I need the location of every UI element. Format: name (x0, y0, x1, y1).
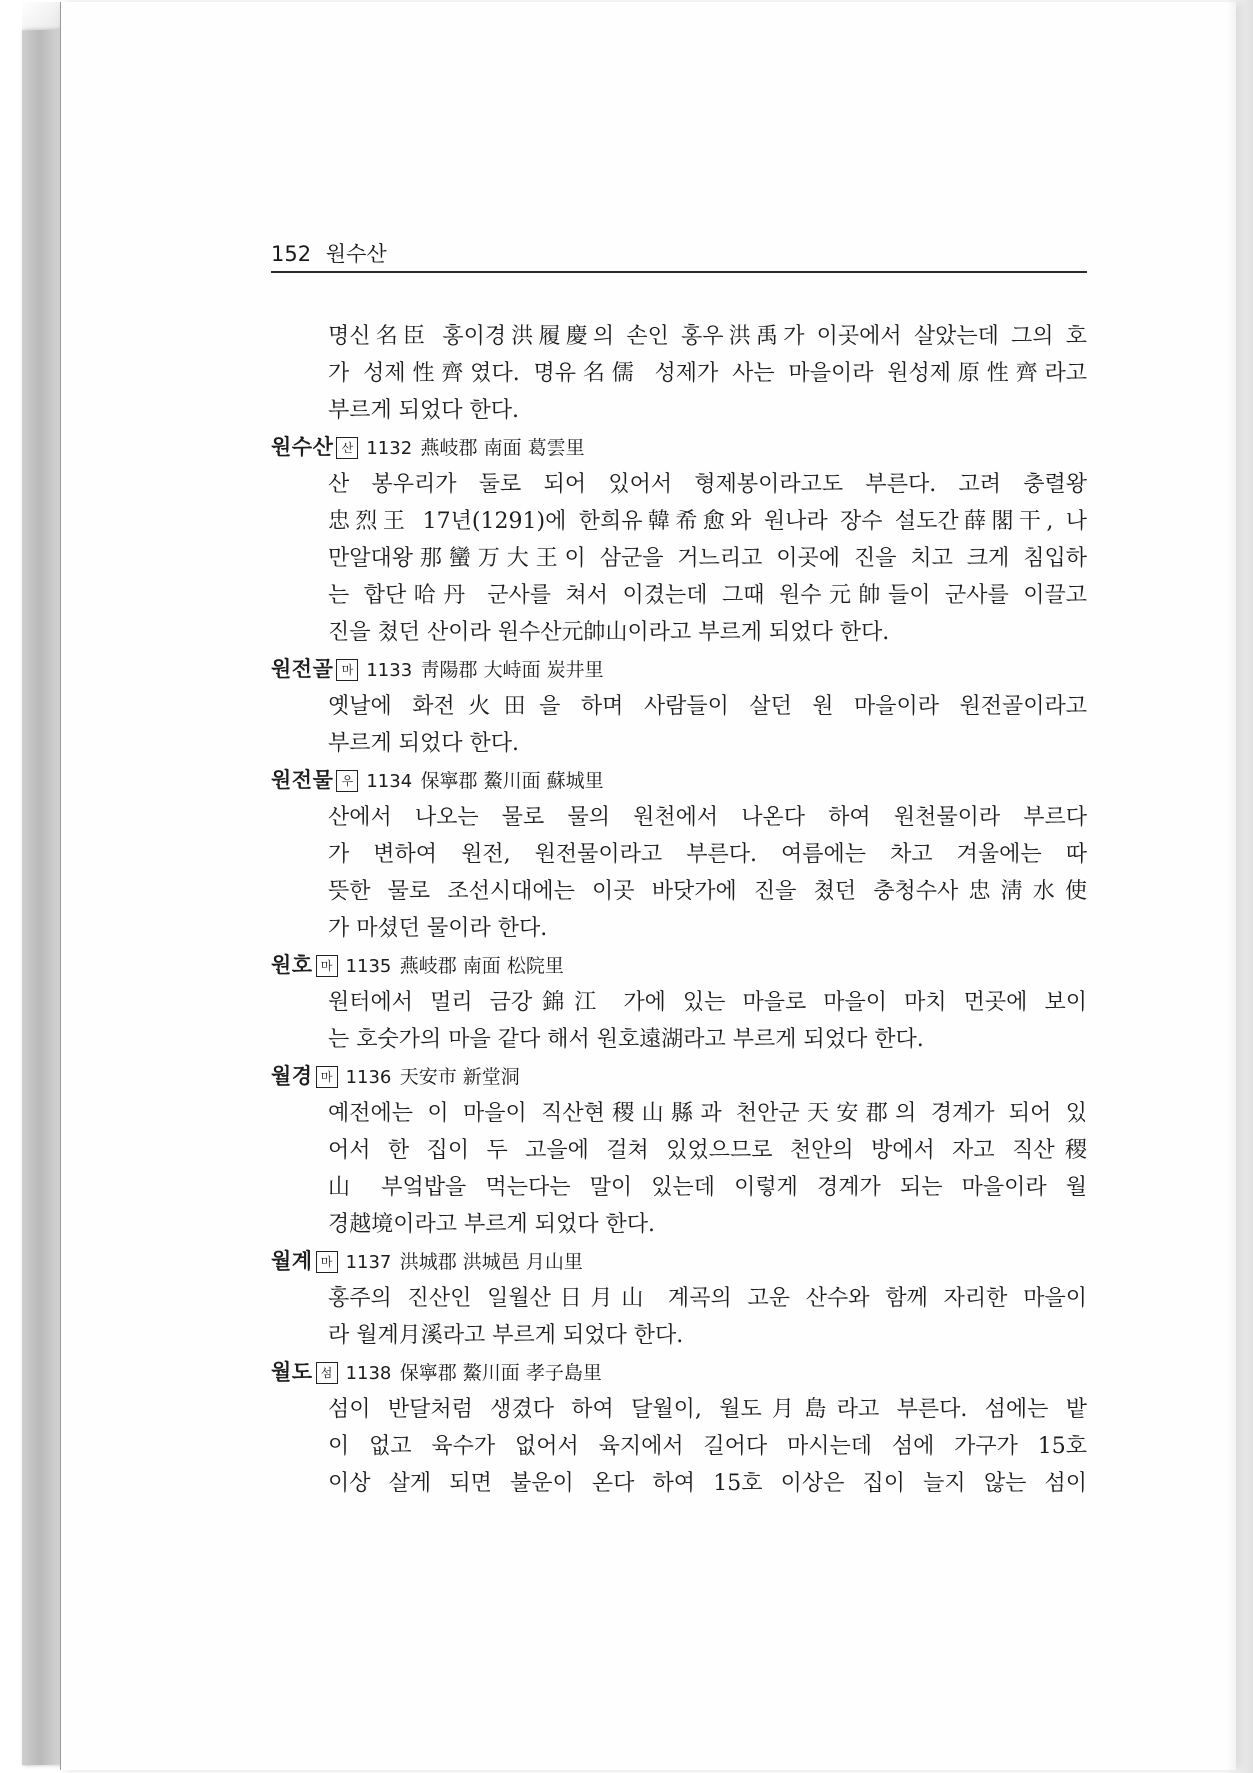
entry-address: 燕岐郡 南面 葛雲里 (420, 437, 585, 459)
category-badge: 마 (316, 1066, 338, 1088)
entry-address: 洪城郡 洪城邑 月山里 (399, 1251, 583, 1273)
book-edge (22, 30, 62, 1765)
entry-address: 保寧郡 鰲川面 孝子島里 (399, 1362, 602, 1384)
entry-text-line: 어서 한 집이 두 고을에 걸쳐 있었으므로 천안의 방에서 자고 직산稷 (328, 1138, 1087, 1163)
entry-text-line: 는 호숫가의 마을 같다 해서 원호遠湖라고 부르게 되었다 한다. (328, 1027, 924, 1052)
header-rule (271, 271, 1087, 273)
entry-text-line: 뜻한 물로 조선시대에는 이곳 바닷가에 진을 쳤던 충청수사忠淸水使 (328, 879, 1087, 904)
entry-text-line: 섬이 반달처럼 생겼다 하여 달월이, 월도月島라고 부른다. 섬에는 밭 (328, 1397, 1087, 1422)
entry-text-line: 가 마셨던 물이라 한다. (328, 916, 548, 941)
category-badge: 마 (336, 659, 358, 681)
entry-term: 원호 (271, 953, 313, 977)
page-body (271, 318, 1087, 1502)
entry-term: 월도 (271, 1360, 313, 1384)
entry-code: 1132 (366, 438, 413, 459)
page-shadow (1227, 0, 1253, 1773)
entry-address: 天安市 新堂洞 (399, 1066, 520, 1088)
entry-text-line: 부르게 되었다 한다. (328, 731, 519, 756)
entry-text-line: 이 없고 육수가 없어서 육지에서 길어다 마시는데 섬에 가구가 15호 (328, 1434, 1087, 1459)
entry-term: 원수산 (271, 435, 334, 459)
intro-line: 가 성제性齊였다. 명유名儒 성제가 사는 마을이라 원성제原性齊라고 (328, 361, 1087, 386)
entry-code: 1135 (345, 956, 392, 977)
entry-text-line: 이상 살게 되면 불운이 온다 하여 15호 이상은 집이 늘지 않는 섬이 (328, 1471, 1087, 1496)
entry-address: 燕岐郡 南面 松院里 (399, 955, 564, 977)
entry-heading (271, 762, 1087, 799)
entry-code: 1136 (345, 1067, 392, 1088)
entry-text-line: 옛날에 화전火田을 하며 사람들이 살던 원 마을이라 원전골이라고 (328, 694, 1087, 719)
entry-term: 월경 (271, 1064, 313, 1088)
entry-text-line: 만알대왕那蠻万大王이 삼군을 거느리고 이곳에 진을 치고 크게 침입하 (328, 546, 1087, 571)
entry-text-line: 山 부엌밥을 먹는다는 말이 있는데 이렇게 경계가 되는 마을이라 월 (328, 1175, 1087, 1200)
category-badge: 마 (316, 1251, 338, 1273)
entry-text-line: 홍주의 진산인 일월산日月山 계곡의 고운 산수와 함께 자리한 마을이 (328, 1286, 1087, 1311)
entry-heading (271, 651, 1087, 688)
running-head (271, 238, 387, 268)
entry-text-line: 산에서 나오는 물로 물의 원천에서 나온다 하여 원천물이라 부르다 (328, 805, 1087, 830)
page-number: 152 (271, 242, 312, 266)
entry-heading (271, 1354, 1087, 1391)
intro-line: 명신名臣 홍이경洪履慶의 손인 홍우洪禹가 이곳에서 살았는데 그의 호 (328, 324, 1087, 349)
entry-text-line: 경越境이라고 부르게 되었다 한다. (328, 1212, 655, 1237)
entry-text-line: 원터에서 멀리 금강錦江 가에 있는 마을로 마을이 마치 먼곳에 보이 (328, 990, 1087, 1015)
entry-address: 靑陽郡 大峙面 炭井里 (420, 659, 604, 681)
entry-code: 1137 (345, 1252, 392, 1273)
entry-term: 원전골 (271, 657, 334, 681)
running-head-title: 원수산 (325, 242, 387, 266)
entry-text-line: 가 변하여 원전, 원전물이라고 부른다. 여름에는 차고 겨울에는 따 (328, 842, 1087, 867)
entry-heading (271, 947, 1087, 984)
entry-text-line: 예전에는 이 마을이 직산현稷山縣과 천안군天安郡의 경계가 되어 있 (328, 1101, 1087, 1126)
entry-heading (271, 429, 1087, 466)
entry-heading (271, 1243, 1087, 1280)
entry-term: 원전물 (271, 768, 334, 792)
category-badge: 마 (316, 955, 338, 977)
category-badge: 산 (336, 437, 358, 459)
entry-text-line: 라 월계月溪라고 부르게 되었다 한다. (328, 1323, 684, 1348)
entry-heading (271, 1058, 1087, 1095)
entry-term: 월계 (271, 1249, 313, 1273)
entry-text-line: 忠烈王 17년(1291)에 한희유韓希愈와 원나라 장수 설도간薛閣干, 나 (328, 509, 1087, 534)
entry-text-line: 산 봉우리가 둘로 되어 있어서 형제봉이라고도 부른다. 고려 충렬왕 (328, 472, 1087, 497)
entry-code: 1134 (366, 771, 413, 792)
intro-line: 부르게 되었다 한다. (328, 398, 519, 423)
entry-text-line: 진을 쳤던 산이라 원수산元帥山이라고 부르게 되었다 한다. (328, 620, 890, 645)
entry-address: 保寧郡 鰲川面 蘇城里 (420, 770, 604, 792)
category-badge: 우 (336, 770, 358, 792)
category-badge: 섬 (316, 1362, 338, 1384)
entry-code: 1138 (345, 1363, 392, 1384)
entry-text-line: 는 합단哈丹 군사를 쳐서 이겼는데 그때 원수元帥들이 군사를 이끌고 (328, 583, 1087, 608)
entry-code: 1133 (366, 660, 413, 681)
